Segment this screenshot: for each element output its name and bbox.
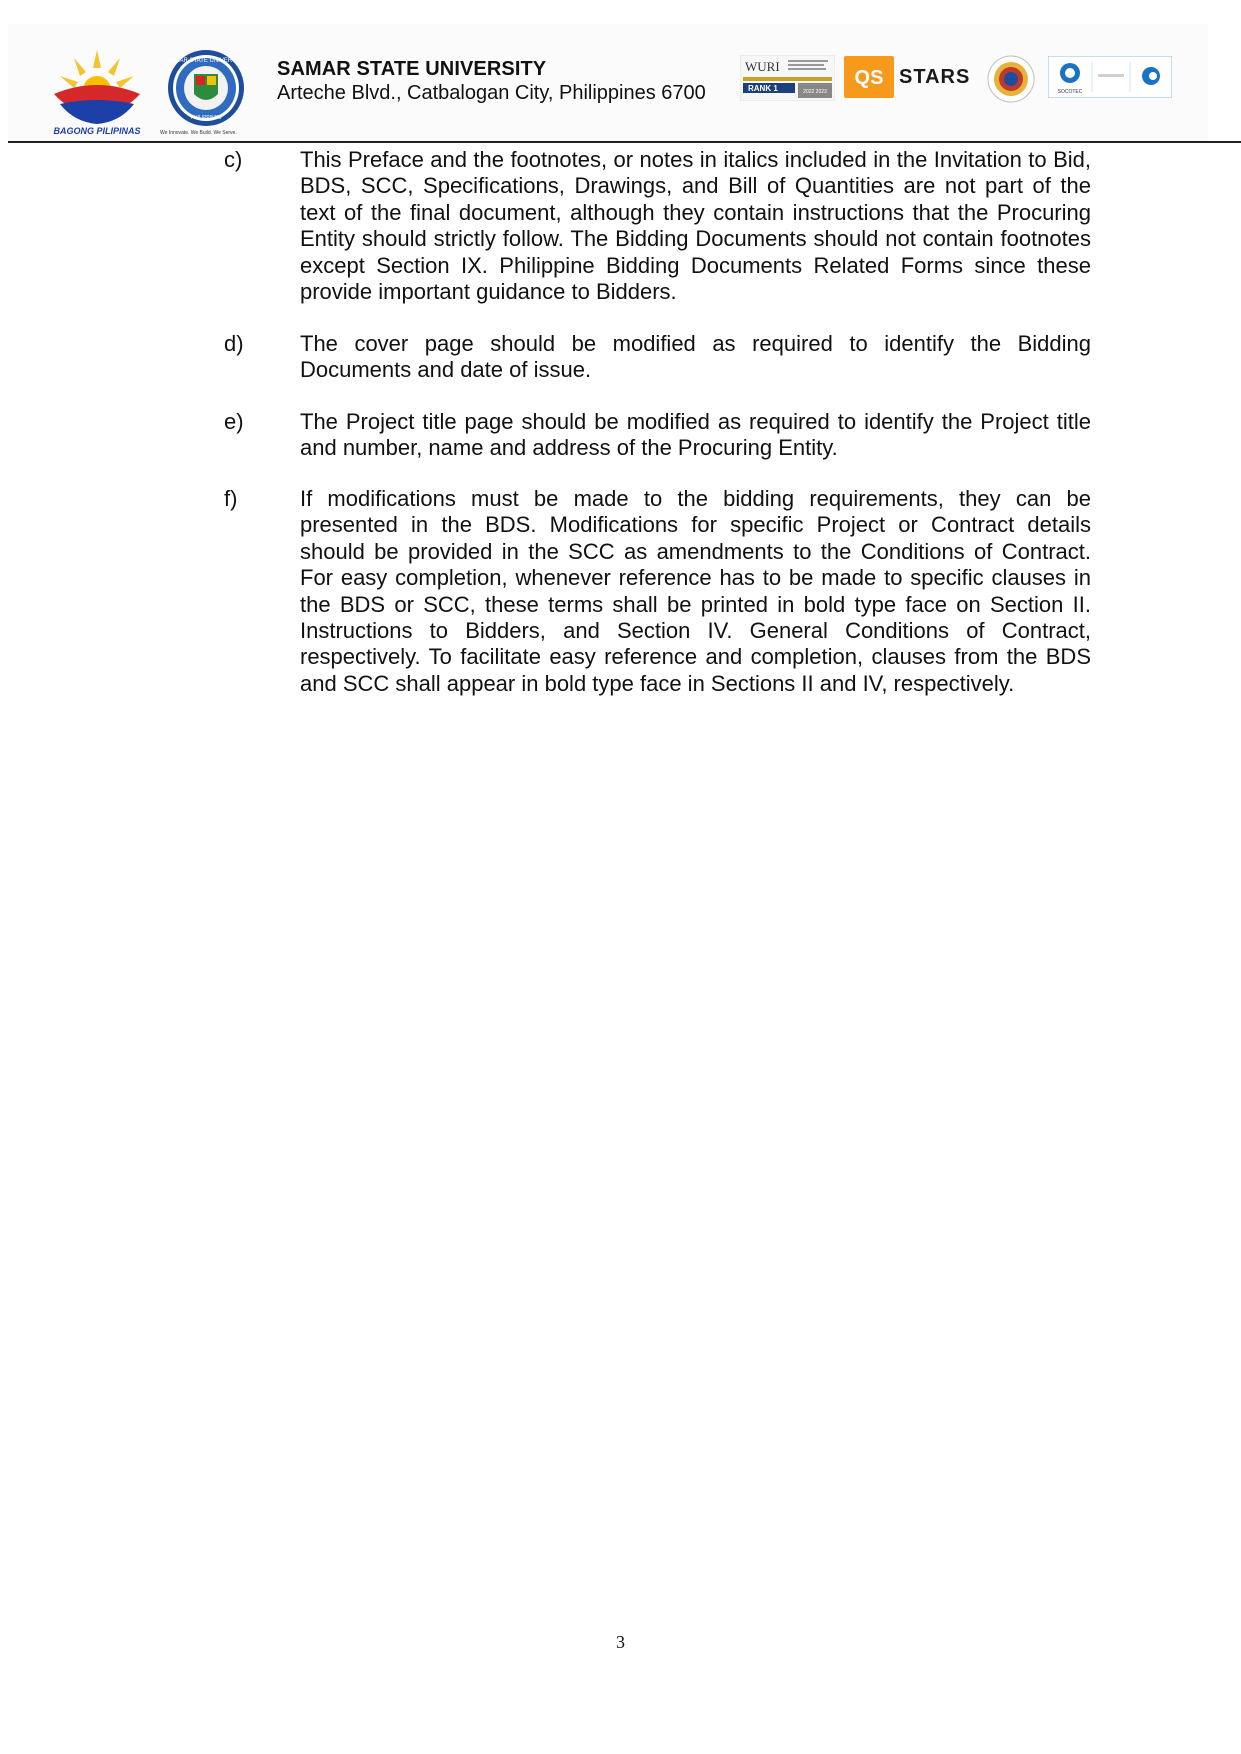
svg-text:RANK 1: RANK 1	[748, 84, 778, 93]
svg-text:BAGONG PILIPINAS: BAGONG PILIPINAS	[53, 126, 141, 136]
list-item-label: e)	[224, 409, 244, 434]
accreditation-seal-icon	[985, 54, 1037, 104]
list-item-label: f)	[224, 486, 238, 511]
header-divider	[8, 141, 1241, 143]
qs-logo	[844, 56, 894, 98]
page-number: 3	[616, 1632, 625, 1652]
svg-text:WURI: WURI	[745, 59, 780, 74]
list-item-label: c)	[224, 147, 243, 172]
list-item-text: If modifications must be made to the bidding requirements, they can be presented in the BDS. Modifications for specific Project or Contract details should be provided in the SCC as amendments to the Conditions of Contract. For easy completion, whenever reference has to be made to specific clauses in the BDS or SCC, these terms shall be printed in bold type face on Section II. Instructions to Bidders, and Section IV. General Conditions of Contract, respectively. To facilitate easy reference and completion, clauses from the BDS and SCC shall appear in bold type face in Sections II and IV, respectively.	[300, 486, 1091, 696]
list-item-text: The cover page should be modified as required to identify the Bidding Documents and date of issue.	[300, 331, 1091, 383]
svg-text:SAMAR STATE UNIVERSITY: SAMAR STATE UNIVERSITY	[166, 58, 246, 64]
ssu-seal-logo	[160, 48, 252, 134]
wuri-ranking-badge	[740, 55, 835, 101]
bagong-pilipinas-logo	[44, 46, 150, 136]
socotec-certification-badge	[1048, 56, 1172, 98]
svg-text:2022 2023: 2022 2023	[803, 89, 827, 95]
svg-text:QS: QS	[854, 67, 884, 89]
svg-text:SOCOTEC: SOCOTEC	[1057, 89, 1083, 95]
svg-text:PHILIPPINES: PHILIPPINES	[190, 115, 222, 121]
university-name: SAMAR STATE UNIVERSITY	[277, 58, 547, 80]
qs-stars-label: STARS	[899, 66, 971, 88]
list-item-label: d)	[224, 331, 244, 356]
ssu-tagline: We Innovate. We Build. We Serve.	[160, 130, 237, 136]
blue-wave-icon	[60, 100, 134, 124]
list-item-text: This Preface and the footnotes, or notes in italics included in the Invitation to Bid, BDS, SCC, Specifications, Drawings, and Bill of Quantities are not part of the text of the final document, although they contain instructions that the Procuring Entity should strictly follow. The Bidding Documents should not contain footnotes except Section IX. Philippine Bidding Documents Related Forms since these provide important guidance to Bidders.	[300, 147, 1091, 305]
university-address: Arteche Blvd., Catbalogan City, Philippines 6700	[277, 82, 706, 104]
list-item-text: The Project title page should be modified as required to identify the Project title and number, name and address of the Procuring Entity.	[300, 409, 1091, 461]
